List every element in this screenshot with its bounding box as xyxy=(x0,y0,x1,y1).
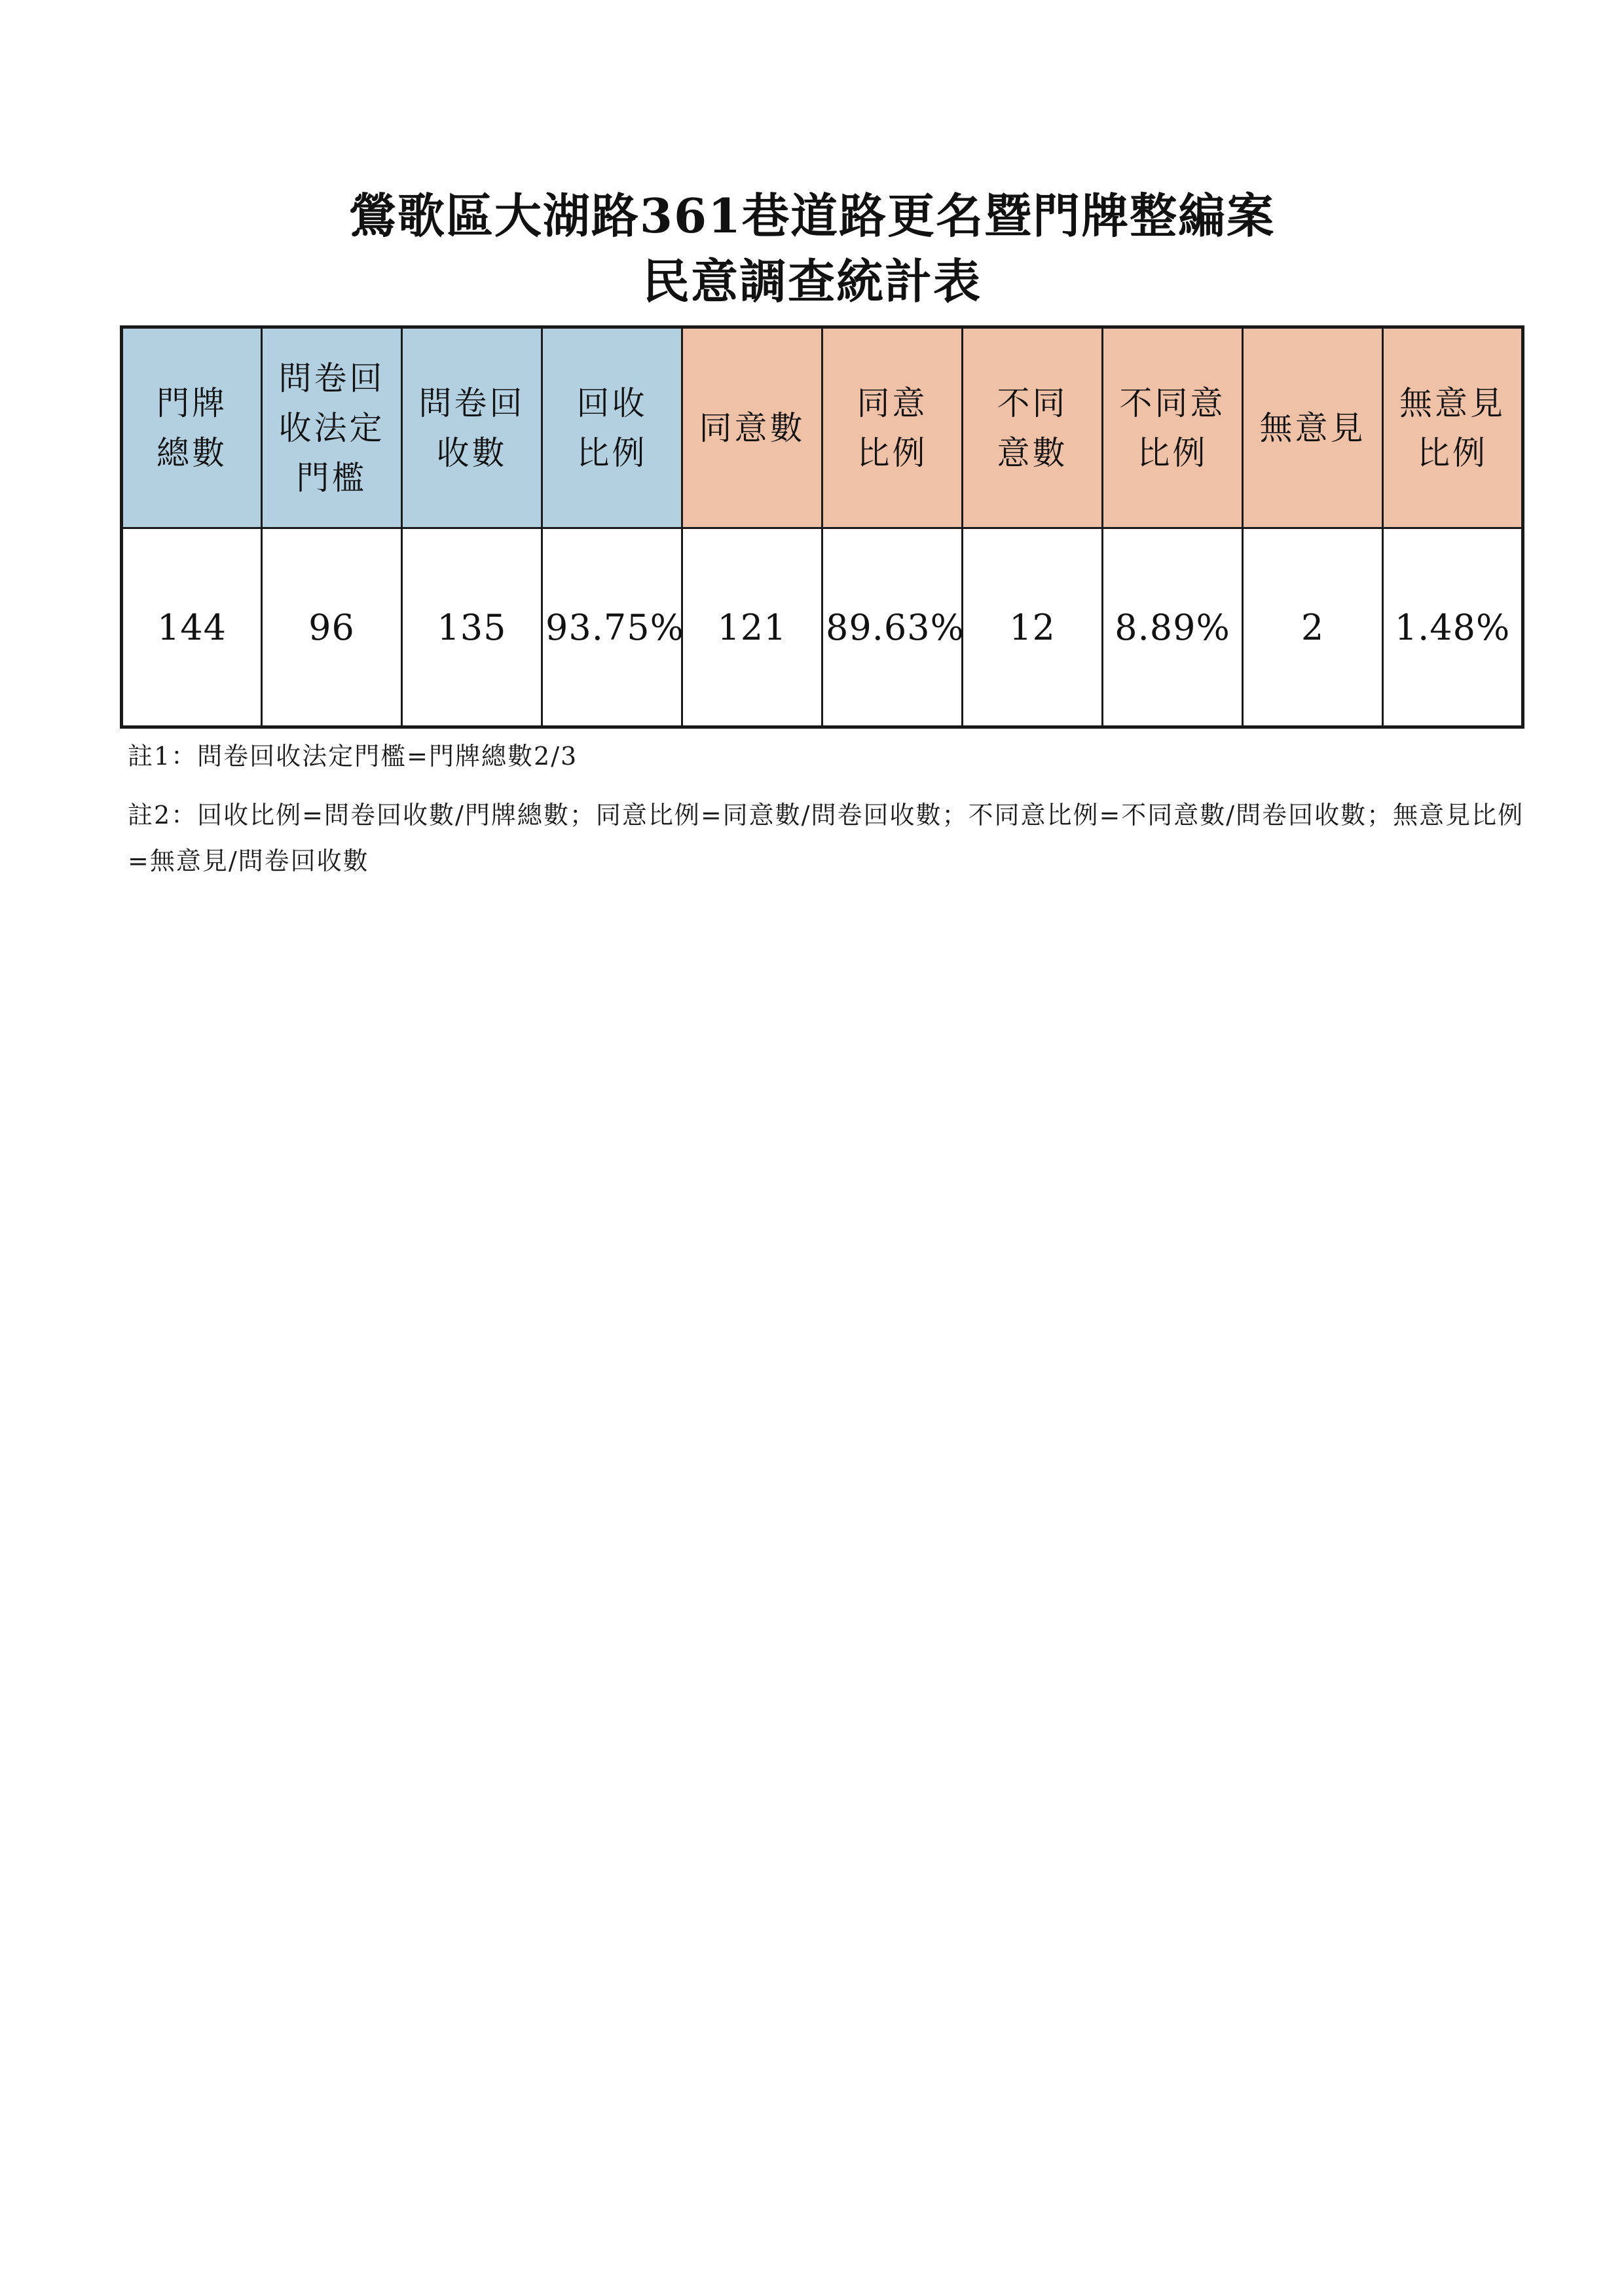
document-subtitle: 民意調查統計表 xyxy=(642,253,982,309)
header-return-rate: 回收 比例 xyxy=(542,327,682,528)
cell-disagree-rate: 8.89% xyxy=(1103,528,1243,727)
document-title-block xyxy=(0,183,1624,314)
header-disagree-rate: 不同意 比例 xyxy=(1103,327,1243,528)
header-no-opinion: 無意見 xyxy=(1243,327,1383,528)
header-questionnaires-returned: 問卷回 收數 xyxy=(402,327,542,528)
cell-legal-threshold: 96 xyxy=(262,528,402,727)
cell-return-rate: 93.75% xyxy=(542,528,682,727)
cell-agree-count: 121 xyxy=(682,528,822,727)
cell-disagree-count: 12 xyxy=(963,528,1103,727)
cell-no-opinion: 2 xyxy=(1243,528,1383,727)
footnotes xyxy=(128,733,1536,884)
header-disagree-count: 不同 意數 xyxy=(963,327,1103,528)
header-legal-threshold: 問卷回 收法定 門檻 xyxy=(262,327,402,528)
cell-questionnaires-returned: 135 xyxy=(402,528,542,727)
header-total-doorplates: 門牌 總數 xyxy=(122,327,262,528)
cell-total-doorplates: 144 xyxy=(122,528,262,727)
table-row xyxy=(122,528,1523,727)
survey-statistics-table xyxy=(120,325,1524,729)
cell-agree-rate: 89.63% xyxy=(822,528,963,727)
document-title: 鶯歌區大湖路361巷道路更名暨門牌整編案 xyxy=(348,188,1276,244)
header-no-opinion-rate: 無意見 比例 xyxy=(1383,327,1523,528)
cell-no-opinion-rate: 1.48% xyxy=(1383,528,1523,727)
header-agree-rate: 同意 比例 xyxy=(822,327,963,528)
table-header-row xyxy=(122,327,1523,528)
footnote-2: 註2：回收比例=問卷回收數/門牌總數；同意比例=同意數/問卷回收數；不同意比例=不同意數/問卷回收數；無意見比例=無意見/問卷回收數 xyxy=(128,801,1524,875)
footnote-1: 註1：問卷回收法定門檻=門牌總數2/3 xyxy=(128,742,578,771)
header-agree-count: 同意數 xyxy=(682,327,822,528)
